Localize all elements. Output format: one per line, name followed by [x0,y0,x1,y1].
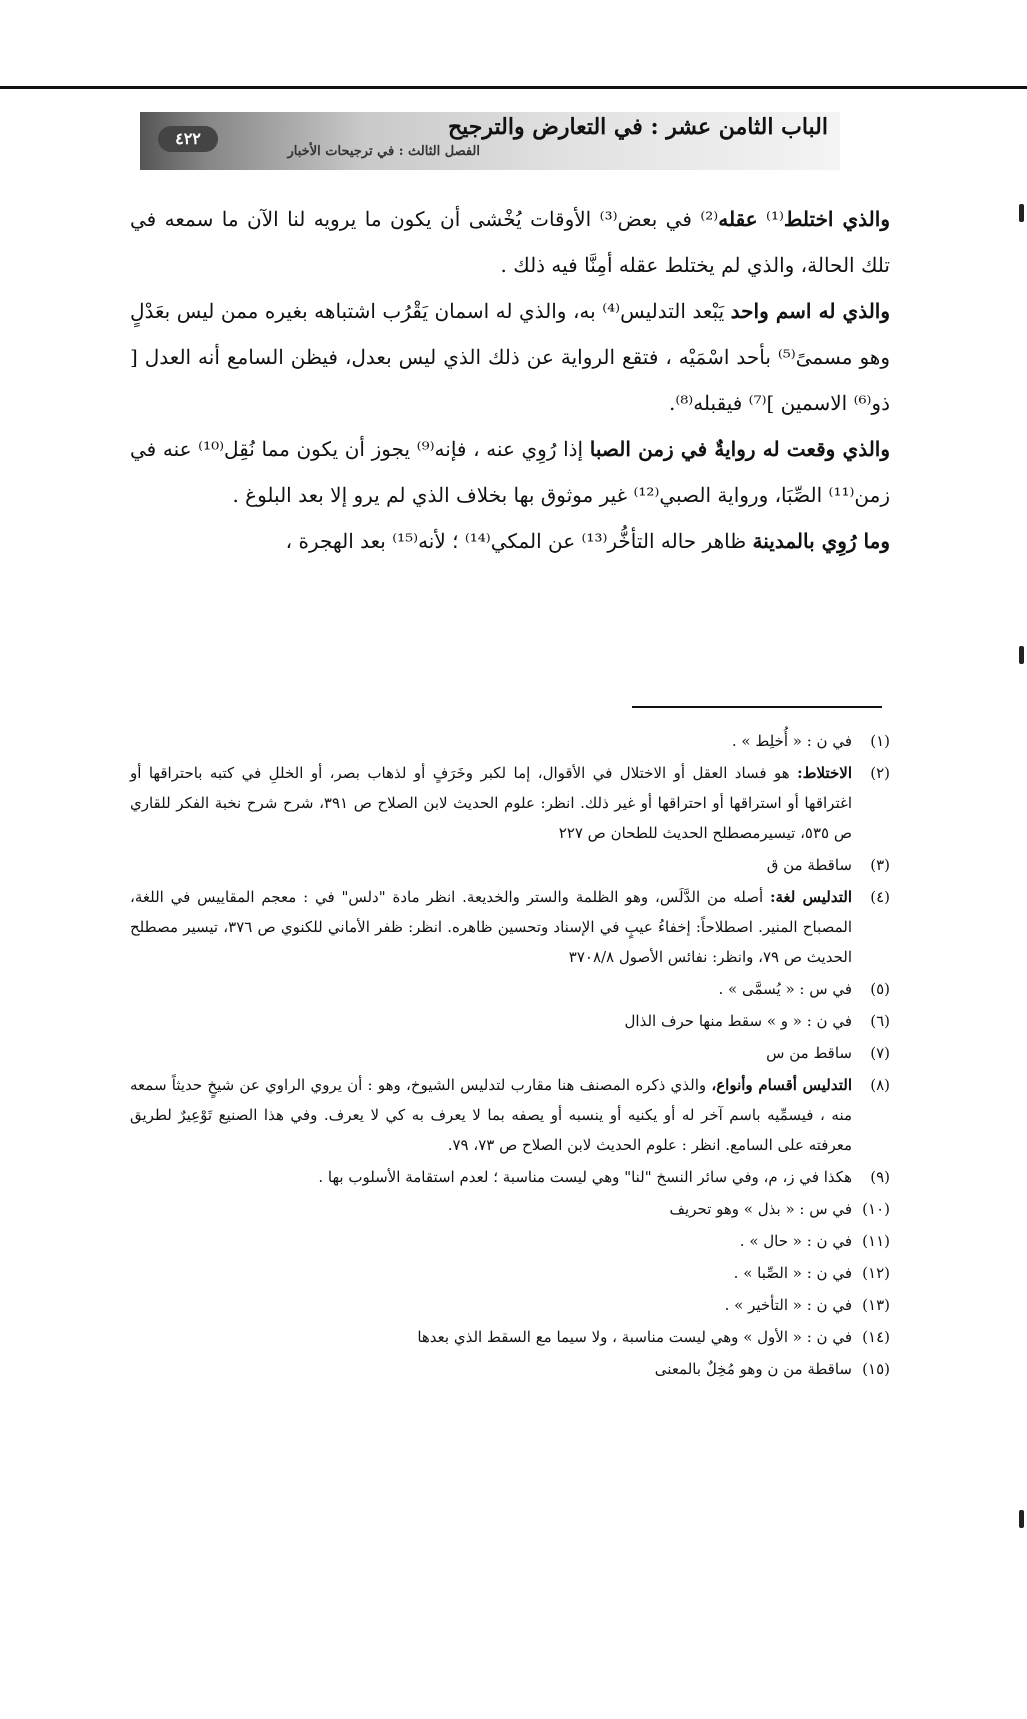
paragraph-lead: والذي اختلط [783,207,890,231]
scan-margin-mark [1019,1510,1024,1528]
footnote-number: (٢) [870,764,890,782]
footnote [130,1038,890,1068]
footnote-text: في ن : « الصِّبا » . [733,1264,852,1282]
paragraph [130,518,890,564]
top-rule [0,86,1027,89]
footnote-text: في ن : « و » سقط منها حرف الذال [624,1012,852,1030]
footnote-text: في ن : « التأخير » . [724,1296,852,1314]
section-subtitle: الفصل الثالث : في ترجيحات الأخبار [287,144,480,159]
footnote [130,850,890,880]
footnote-text: في س : « بذل » وهو تحريف [669,1200,852,1218]
footnote-number: (٨) [870,1076,890,1094]
footnote-number: (١٢) [862,1264,890,1282]
footnote [130,1070,890,1160]
footnote [130,1162,890,1192]
footnote [130,1226,890,1256]
footnote-term: التدليس أقسام وأنواع، [711,1076,852,1094]
footnote-text: في ن : « الأول » وهي ليست مناسبة ، ولا سيما مع السقط الذي بعدها [417,1328,852,1346]
footnote-text: ساقطة من ن وهو مُخِلٌ بالمعنى [654,1360,852,1378]
chapter-title: الباب الثامن عشر : في التعارض والترجيح [447,114,828,140]
paragraph-text: إذا رُوِي عنه ، فإنه⁽⁹⁾ يجوز أن يكون مما نُقِل⁽¹⁰⁾ عنه في زمن⁽¹¹⁾ الصِّبَا، ورواية الصبي⁽¹²⁾ غير موثوق بها بخلاف الذي لم يرو إلا بعد البلوغ . [130,437,890,507]
footnote-number: (١٣) [862,1296,890,1314]
paragraph-text: ظاهر حاله التأخُّر⁽¹³⁾ عن المكي⁽¹⁴⁾ ؛ لأنه⁽¹⁵⁾ بعد الهجرة ، [285,529,753,553]
scan-margin-mark [1019,646,1024,664]
footnote-number: (١١) [862,1232,890,1250]
paragraph-lead: والذي وقعت له روايةٌ في زمن الصبا [589,437,891,461]
footnote-number: (١٥) [862,1360,890,1378]
footnote-text: والذي ذكره المصنف هنا مقارب لتدليس الشيوخ، وهو : أن يروي الراوي عن شيخٍ حديثاً سمعه منه ، فيسمِّيه باسم آخر له أو يكنيه أو ينسبه أو يصفه بما لا يعرف به كي لا يعرف. وفي هذا الصنيع تَوْعِيرٌ لطريق معرفته على السامع. انظر : علوم الحديث لابن الصلاح ص ٧٣، ٧٩. [130,1076,852,1154]
footnote-text: في س : « يُسمَّى » . [718,980,852,998]
footnote-number: (١٤) [862,1328,890,1346]
paragraph [130,288,890,426]
paragraph-text: ⁽²⁾ في بعض⁽³⁾ الأوقات يُخْشى أن يكون ما يرويه لنا الآن ما سمعه في تلك الحالة، والذي لم يختلط عقله أمِنَّا فيه ذلك . [130,207,890,277]
footnote-term: الاختلاط: [797,764,852,782]
scan-margin-mark [1019,204,1024,222]
footnote [130,758,890,848]
footnote-number: (١٠) [862,1200,890,1218]
footnote-text: في ن : « حال » . [739,1232,852,1250]
footnote-text: ساقط من س [766,1044,852,1062]
footnote-number: (١) [870,732,890,750]
footnote [130,1354,890,1384]
footnote [130,1290,890,1320]
footnote [130,1322,890,1352]
footnote [130,974,890,1004]
paragraph-text: يَبْعد التدليس⁽⁴⁾ به، والذي له اسمان يَقْرُب اشتباهه بغيره ممن ليس بعَدْلٍ وهو مسمىً⁽⁵⁾ بأحد اسْمَيْه ، فتقع الرواية عن ذلك الذي ليس بعدل، فيظن السامع أنه العدل [ ذو⁽⁶⁾ الاسمين ]⁽⁷⁾ فيقبله⁽⁸⁾. [130,299,890,415]
footnote [130,1194,890,1224]
footnote-term: التدليس لغة: [769,888,852,906]
footnote [130,1006,890,1036]
paragraph-lead: وما رُوِي بالمدينة [752,529,890,553]
footnote-rule [632,706,882,708]
footnote-number: (٤) [870,888,890,906]
paragraph-text: ⁽¹⁾ [757,207,784,231]
footnote-number: (٥) [870,980,890,998]
footnote [130,1258,890,1288]
footnote-text: هكذا في ز، م، وفي سائر النسخ "لنا" وهي ليست مناسبة ؛ لعدم استقامة الأسلوب بها . [318,1168,852,1186]
footnote-number: (٦) [870,1012,890,1030]
paragraph [130,196,890,288]
running-header [140,112,840,170]
footnote-number: (٩) [870,1168,890,1186]
footnote-number: (٣) [870,856,890,874]
paragraph [130,426,890,518]
main-text [130,196,890,564]
footnote-text: ساقطة من ق [766,856,852,874]
footnote-text: هو فساد العقل أو الاختلال في الأقوال، إما لكبر وخَرَفٍ أو لذهاب بصر، أو الخللِ في كتبه باحتراقها أو اغتراقها أو استراقها أو احتراقها أو غير ذلك. انظر: علوم الحديث لابن الصلاح ص ٣٩١، شرح شرح نخبة الفكر للقاري ص ٥٣٥، تيسيرمصطلح الحديث للطحان ص ٢٢٧ [130,764,852,842]
footnotes [130,726,890,1386]
footnote [130,726,890,756]
footnote-number: (٧) [870,1044,890,1062]
page-number: ٤٢٢ [158,126,218,152]
footnote-text: في ن : « أُخلِط » . [731,732,852,750]
paragraph-lead: والذي له اسم واحد [730,299,890,323]
paragraph-keyword: عقله [718,207,758,231]
footnote-text: أصله من الدَّلَس، وهو الظلمة والستر والخديعة. انظر مادة "دلس" في : معجم المقاييس في اللغة، المصباح المنير. اصطلاحاً: إخفاءُ عيبٍ في الإسناد وتحسين ظاهره. انظر: ظفر الأماني للكنوي ص ٣٧٦، تيسير مصطلح الحديث ص ٧٩، وانظر: نفائس الأصول ٣٧٠٨/٨ [130,888,852,966]
footnote [130,882,890,972]
